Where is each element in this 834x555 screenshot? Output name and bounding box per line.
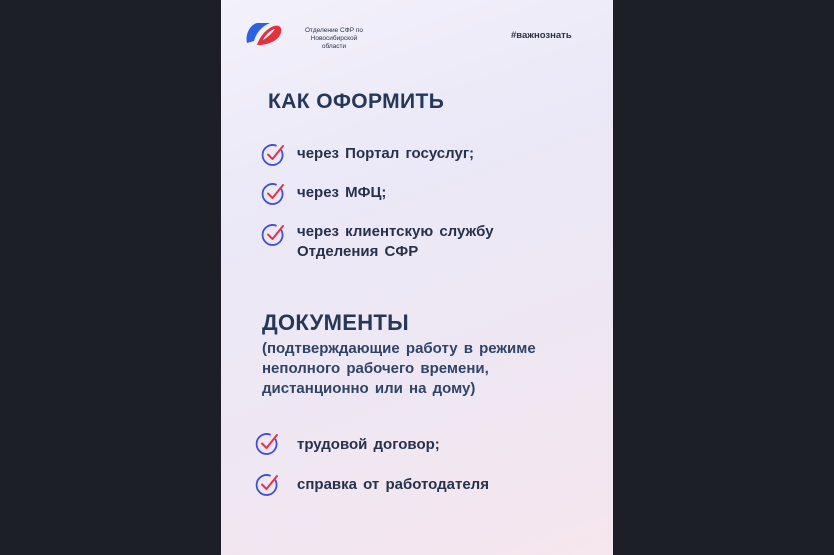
section-subtitle: (подтверждающие работу в режиме неполного рабочего времени, дистанционно или на дому) (262, 340, 536, 397)
list-item: через МФЦ; (297, 184, 387, 201)
check-circle-icon (260, 142, 286, 168)
sfr-logo-icon (241, 16, 285, 50)
check-circle-icon (254, 472, 280, 498)
org-name: Отделение СФР по Новосибирской области (305, 27, 363, 50)
check-circle-icon (254, 431, 280, 457)
info-card (221, 0, 613, 555)
list-item: трудовой договор; (297, 436, 440, 453)
list-item: справка от работодателя (297, 476, 489, 493)
section-title-how: КАК ОФОРМИТЬ (268, 90, 445, 113)
list-item: через Портал госуслуг; (297, 145, 475, 162)
check-circle-icon (260, 181, 286, 207)
section-title-documents: ДОКУМЕНТЫ (262, 310, 410, 335)
check-circle-icon (260, 222, 286, 248)
hashtag: #важнознать (511, 30, 572, 41)
list-item: через клиентскую службу Отделения СФР (297, 223, 494, 260)
